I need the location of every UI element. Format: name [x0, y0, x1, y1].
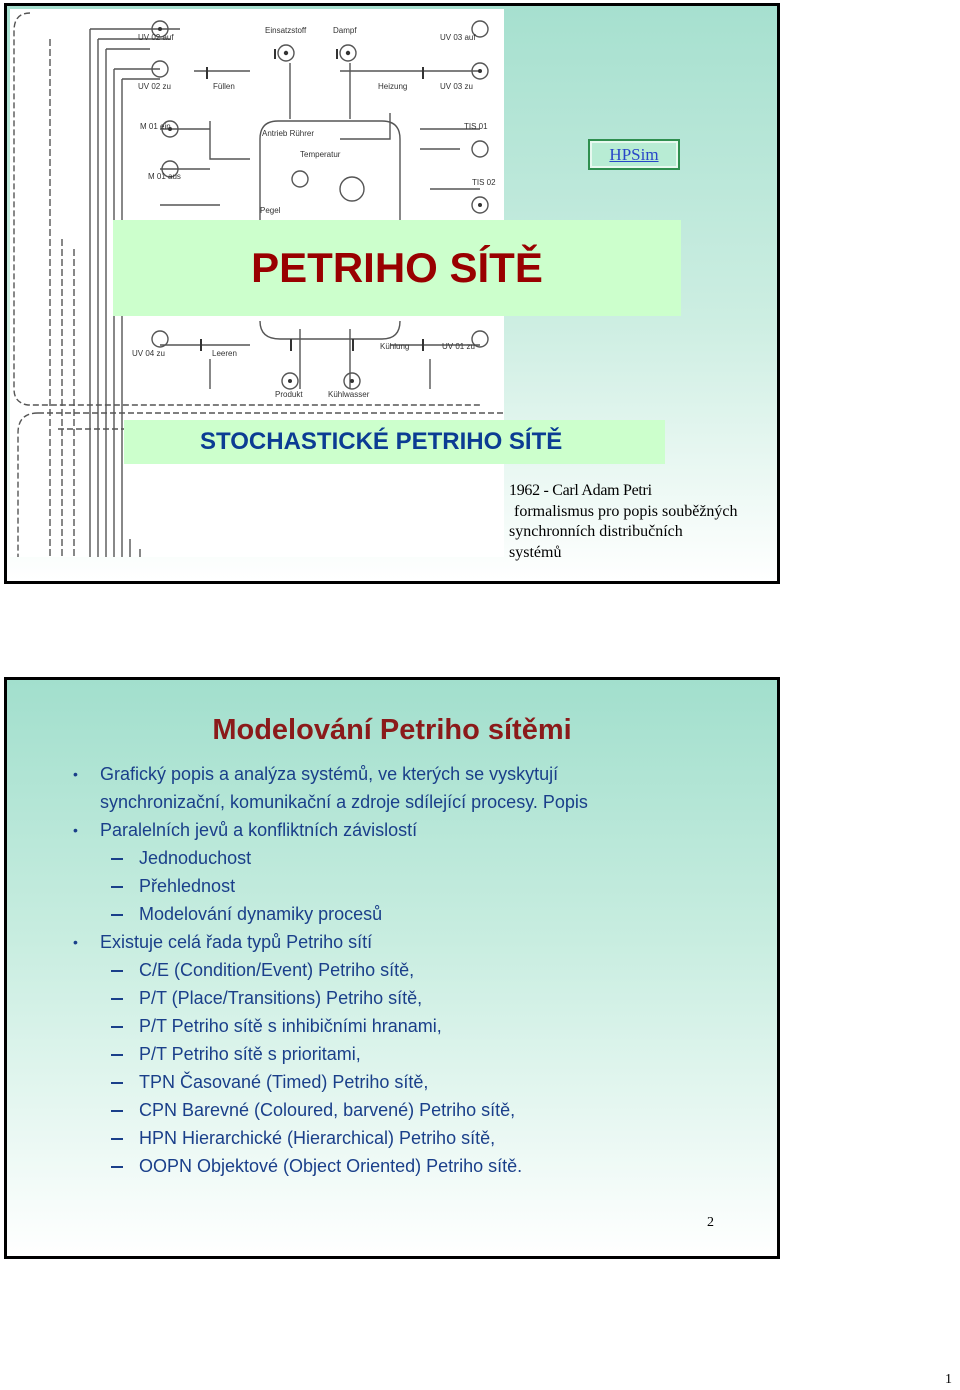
- label-m01aus: M 01 aus: [148, 172, 181, 181]
- dash-marker: [111, 858, 123, 860]
- slide-title: PETRIHO SÍTĚ: [251, 244, 543, 291]
- bullet-marker: •: [73, 766, 78, 782]
- dash-marker: [111, 1166, 123, 1168]
- bullet-text: CPN Barevné (Coloured, barvené) Petriho sítě,: [139, 1100, 516, 1120]
- label-heizung: Heizung: [378, 82, 408, 91]
- title-box: [113, 220, 681, 316]
- label-antrieb: Antrieb Rührer: [262, 129, 315, 138]
- slide-number: 2: [707, 1215, 714, 1230]
- dash-marker: [111, 1110, 123, 1112]
- dash-marker: [111, 1026, 123, 1028]
- dash-marker: [111, 970, 123, 972]
- note-line: 1962 - Carl Adam Petri: [509, 482, 652, 499]
- bullet-item: [69, 816, 749, 844]
- dash-marker: [111, 1082, 123, 1084]
- note-line: synchronních distribučních: [509, 523, 683, 540]
- bullet-text: Grafický popis a analýza systémů, ve kterých se vyskytují: [100, 764, 559, 784]
- label-uv01zu: UV 01 zu: [442, 342, 475, 351]
- label-m01ein: M 01 ein: [140, 122, 171, 131]
- sub-bullet-item: [69, 1068, 749, 1096]
- history-note: [509, 481, 769, 563]
- dash-marker: [111, 886, 123, 888]
- sub-bullet-item: [69, 1152, 749, 1180]
- dash-marker: [111, 1138, 123, 1140]
- slide-2: [4, 677, 780, 1259]
- bullet-text: Existuje celá řada typů Petriho sítí: [100, 932, 373, 952]
- bullet-marker: •: [73, 934, 78, 950]
- label-uv02auf: UV 02 auf: [138, 33, 174, 42]
- bullet-list: [69, 760, 749, 1180]
- sub-bullet-item: [69, 1096, 749, 1124]
- slide-title: Modelování Petriho sítěmi: [212, 714, 572, 746]
- label-uv04zu: UV 04 zu: [132, 349, 165, 358]
- label-tis01: TIS 01: [464, 122, 488, 131]
- label-uv03zu: UV 03 zu: [440, 82, 473, 91]
- label-produkt: Produkt: [275, 390, 303, 399]
- subtitle-box: [124, 420, 665, 464]
- label-kuehlung: Kühlung: [380, 342, 410, 351]
- label-dampf: Dampf: [333, 26, 357, 35]
- bullet-marker: •: [73, 822, 78, 838]
- label-uv03auf: UV 03 auf: [440, 33, 476, 42]
- sub-bullet-item: [69, 900, 749, 928]
- label-tis02: TIS 02: [472, 178, 496, 187]
- dash-marker: [111, 914, 123, 916]
- dash-marker: [111, 1054, 123, 1056]
- sub-bullet-item: [69, 984, 749, 1012]
- bullet-continuation: [69, 788, 749, 816]
- bullet-item: [69, 928, 749, 956]
- label-temperatur: Temperatur: [300, 150, 341, 159]
- bullet-text: C/E (Condition/Event) Petriho sítě,: [139, 960, 415, 980]
- page-number: 1: [945, 1372, 952, 1387]
- slide-subtitle: STOCHASTICKÉ PETRIHO SÍTĚ: [200, 428, 563, 455]
- sub-bullet-item: [69, 1040, 749, 1068]
- bullet-text: Paralelních jevů a konfliktních závislostí: [100, 820, 418, 840]
- bullet-text: Modelování dynamiky procesů: [139, 904, 383, 924]
- note-line: systémů: [509, 543, 562, 561]
- hpsim-link[interactable]: HPSim: [588, 139, 680, 170]
- bullet-text: synchronizační, komunikační a zdroje sdílející procesy. Popis: [100, 792, 588, 812]
- bullet-text: OOPN Objektové (Object Oriented) Petriho sítě.: [139, 1156, 523, 1176]
- bullet-text: TPN Časované (Timed) Petriho sítě,: [139, 1072, 429, 1092]
- dash-marker: [111, 998, 123, 1000]
- bullet-text: Jednoduchost: [139, 848, 252, 868]
- label-einsatzstoff: Einsatzstoff: [265, 26, 307, 35]
- sub-bullet-item: [69, 872, 749, 900]
- label-leeren: Leeren: [212, 349, 237, 358]
- label-fuellen: Füllen: [213, 82, 235, 91]
- bullet-item: [69, 760, 749, 788]
- sub-bullet-item: [69, 1124, 749, 1152]
- note-line: formalismus pro popis souběžných: [514, 502, 738, 520]
- label-pegel: Pegel: [260, 206, 281, 215]
- label-uv02zu: UV 02 zu: [138, 82, 171, 91]
- sub-bullet-item: [69, 844, 749, 872]
- sub-bullet-item: [69, 956, 749, 984]
- bullet-text: Přehlednost: [139, 876, 236, 896]
- slide-1: [4, 3, 780, 584]
- bullet-text: P/T (Place/Transitions) Petriho sítě,: [139, 988, 423, 1008]
- bullet-text: P/T Petriho sítě s prioritami,: [139, 1044, 361, 1064]
- sub-bullet-item: [69, 1012, 749, 1040]
- bullet-text: P/T Petriho sítě s inhibičními hranami,: [139, 1016, 442, 1036]
- bullet-text: HPN Hierarchické (Hierarchical) Petriho sítě,: [139, 1128, 496, 1148]
- label-kuehlwasser: Kühlwasser: [328, 390, 370, 399]
